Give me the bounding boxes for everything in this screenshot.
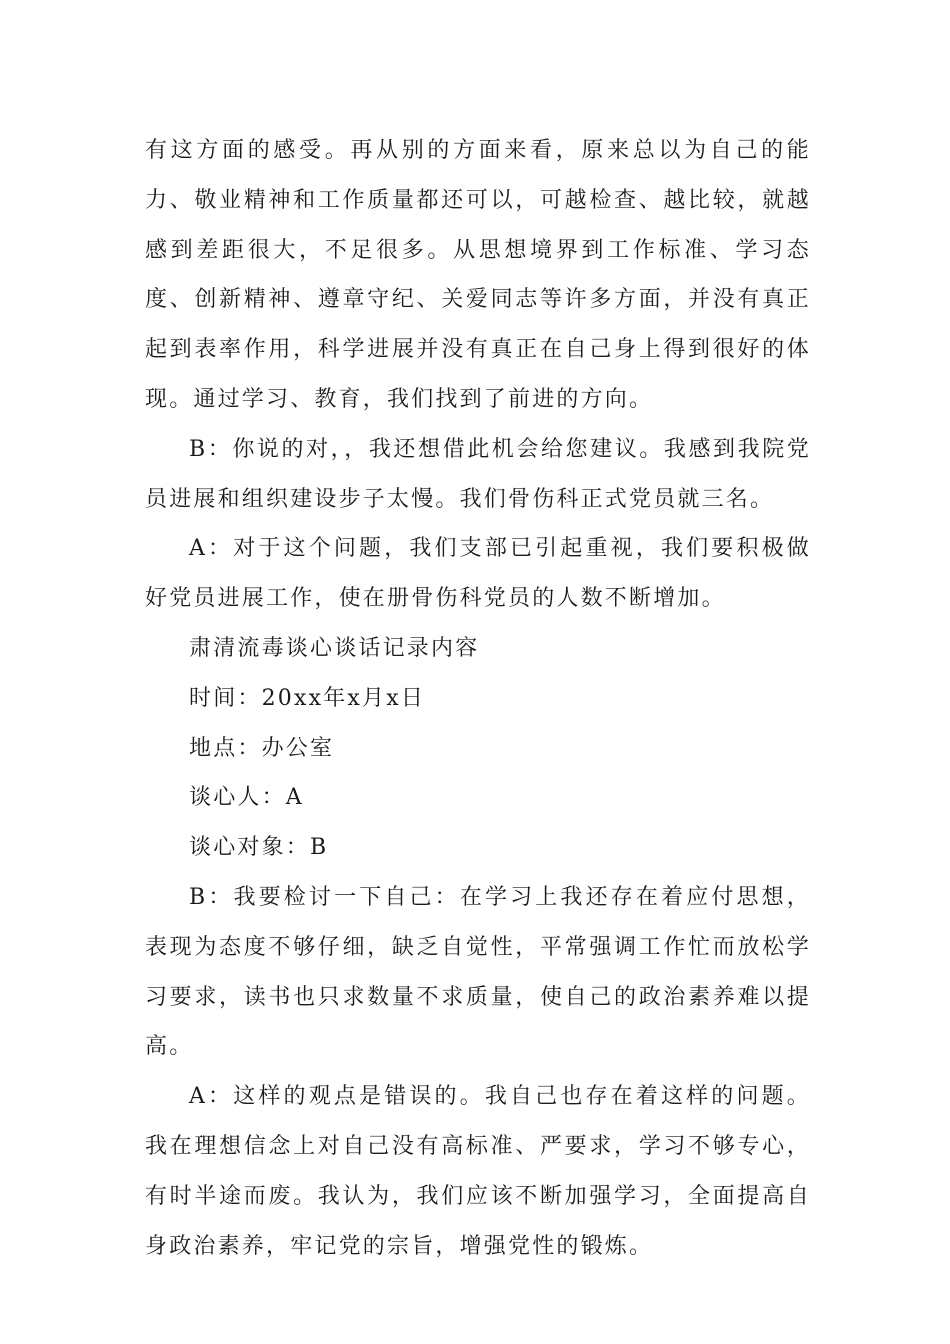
paragraph-5: A：这样的观点是错误的。我自己也存在着这样的问题。我在理想信念上对自己没有高标准、严要求，学习不够专心，有时半途而废。我认为，我们应该不断加强学习，全面提高自身政治素养，牢记党的宗旨，增强党性的锻炼。	[145, 1084, 811, 1259]
paragraph-4: B：我要检讨一下自己：在学习上我还存在着应付思想，表现为态度不够仔细，缺乏自觉性，平常强调工作忙而放松学习要求，读书也只求数量不求质量，使自己的政治素养难以提高。	[145, 884, 811, 1060]
document-body	[145, 126, 811, 1271]
meta-time: 时间：20xx年x月x日	[189, 685, 426, 711]
section-title: 肃清流毒谈心谈话记录内容	[189, 635, 480, 661]
meta-speaker: 谈心人：A	[189, 785, 304, 811]
paragraph-1: 有这方面的感受。再从别的方面来看，原来总以为自己的能力、敬业精神和工作质量都还可以，可越检查、越比较，就越感到差距很大，不足很多。从思想境界到工作标准、学习态度、创新精神、遵章守纪、关爱同志等许多方面，并没有真正起到表率作用，科学进展并没有真正在自己身上得到很好的体现。通过学习、教育，我们找到了前进的方向。	[145, 138, 811, 412]
meta-location: 地点：办公室	[189, 735, 335, 761]
paragraph-2: B：你说的对，，我还想借此机会给您建议。我感到我院党员进展和组织建设步子太慢。我们骨伤科正式党员就三名。	[145, 436, 811, 512]
meta-subject: 谈心对象：B	[189, 835, 329, 861]
paragraph-3: A：对于这个问题，我们支部已引起重视，我们要积极做好党员进展工作，使在册骨伤科党员的人数不断增加。	[145, 536, 811, 612]
